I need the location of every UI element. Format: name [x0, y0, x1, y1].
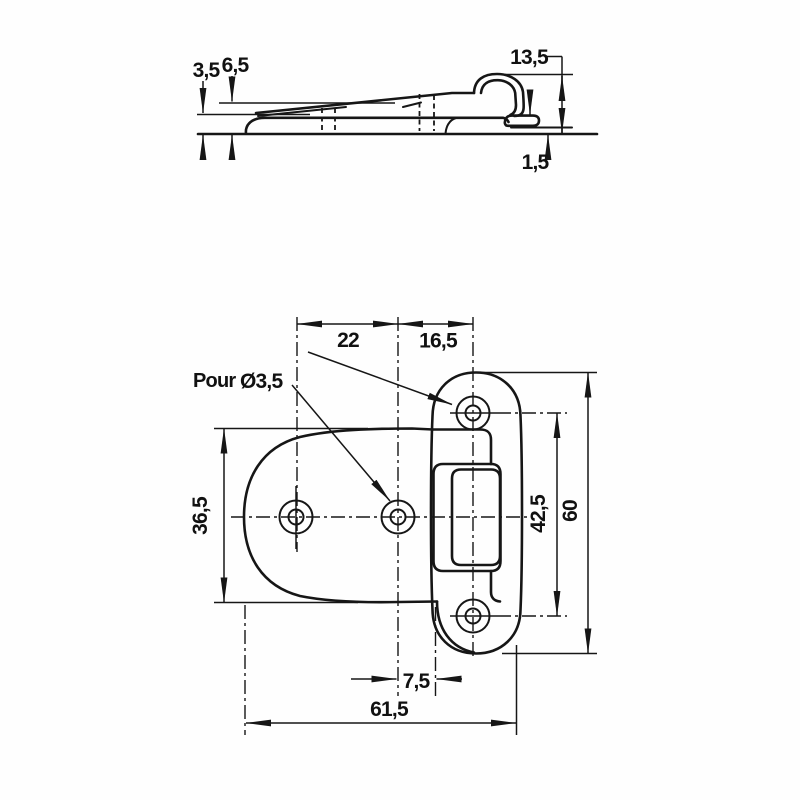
dim-label-42-5: 42,5	[527, 495, 550, 533]
dim-label-6-5: 6,5	[221, 54, 249, 77]
dim-label-22: 22	[337, 329, 359, 352]
leader-middle-hole	[292, 385, 390, 501]
dim-label-61-5: 61,5	[370, 698, 408, 721]
side-bottom-leaf	[246, 118, 509, 134]
note-pour-label: Pour	[193, 370, 236, 392]
side-view-outline	[198, 74, 597, 134]
side-boss-shoulder	[446, 118, 457, 134]
side-loop-inner	[481, 80, 516, 115]
dim-label-60: 60	[559, 500, 582, 522]
plan-left-leaf	[244, 429, 437, 603]
dim-label-1-5: 1,5	[521, 151, 549, 174]
plan-upper-tab	[433, 430, 491, 465]
plan-right-leaf	[431, 373, 522, 654]
side-slope-far-edge	[403, 103, 421, 108]
note-diameter-label: Ø3,5	[240, 370, 283, 393]
dim-label-16-5: 16,5	[419, 329, 457, 353]
leader-top-hole	[308, 352, 452, 405]
dim-label-36-5: 36,5	[189, 497, 212, 535]
dim-label-3-5: 3,5	[192, 59, 220, 82]
dim-label-13-5: 13,5	[510, 46, 548, 69]
plan-lower-neck	[491, 571, 500, 602]
dim-label-7-5: 7,5	[402, 670, 430, 693]
plan-view-outline	[244, 373, 522, 654]
plan-view-dimensions	[189, 324, 597, 735]
side-end-pad	[505, 116, 539, 126]
